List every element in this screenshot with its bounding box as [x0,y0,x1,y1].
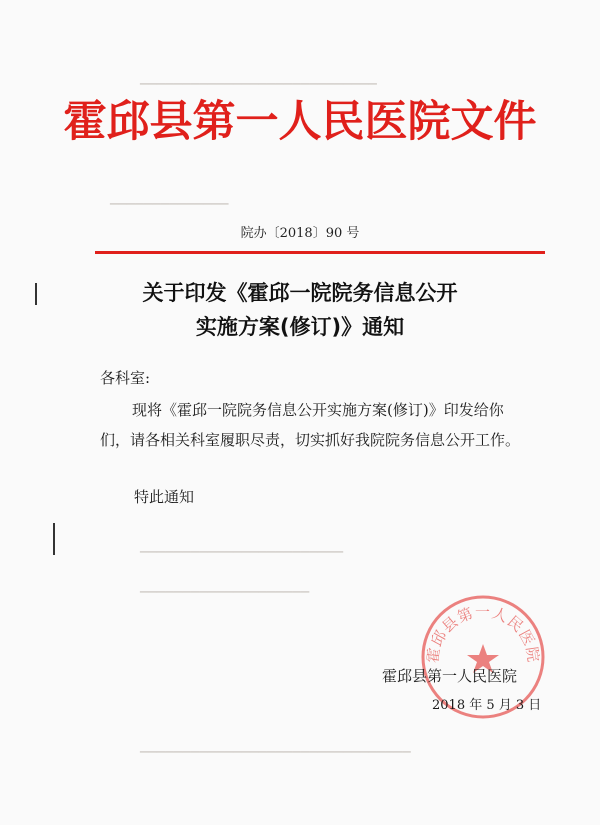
body-paragraph-line-2: 们，请各相关科室履职尽责，切实抓好我院院务信息公开工作。 [100,431,521,449]
bleed-through-text: ▁▁▁▁▁▁▁▁▁▁▁▁▁▁▁▁▁▁▁▁▁▁▁▁ [140,540,344,553]
bleed-through-text: ▁▁▁▁▁▁▁▁▁▁▁▁▁▁▁▁▁▁▁▁ [140,580,310,593]
document-number: 院办〔2018〕90 号 [240,226,360,241]
document-header-title: 霍邱县第一人民医院文件 [63,97,537,147]
notice-title-line-2: 实施方案(修订)》通知 [195,315,405,339]
issuer-name: 霍邱县第一人民医院 [382,667,518,685]
salutation: 各科室: [100,369,151,387]
bleed-through-text: ▁▁▁▁▁▁▁▁▁▁▁▁▁▁▁▁▁▁▁▁▁▁▁▁▁▁▁▁ [140,72,377,85]
closing-phrase: 特此通知 [134,488,195,506]
bleed-through-text: ▁▁▁▁▁▁▁▁▁▁▁▁▁▁ [110,192,229,205]
body-paragraph-line-1: 现将《霍邱一院院务信息公开实施方案(修订)》印发给你 [132,401,504,419]
issue-date: 2018 年 5 月 3 日 [432,698,542,713]
notice-title-line-1: 关于印发《霍邱一院院务信息公开 [142,281,458,305]
margin-mark [53,523,55,555]
bleed-through-text: ▁▁▁▁▁▁▁▁▁▁▁▁▁▁▁▁▁▁▁▁▁▁▁▁▁▁▁▁▁▁▁▁ [140,740,411,753]
header-red-rule [95,251,545,254]
margin-mark [35,283,37,305]
seal-text: 霍邱县第一人民医院 [423,603,543,665]
